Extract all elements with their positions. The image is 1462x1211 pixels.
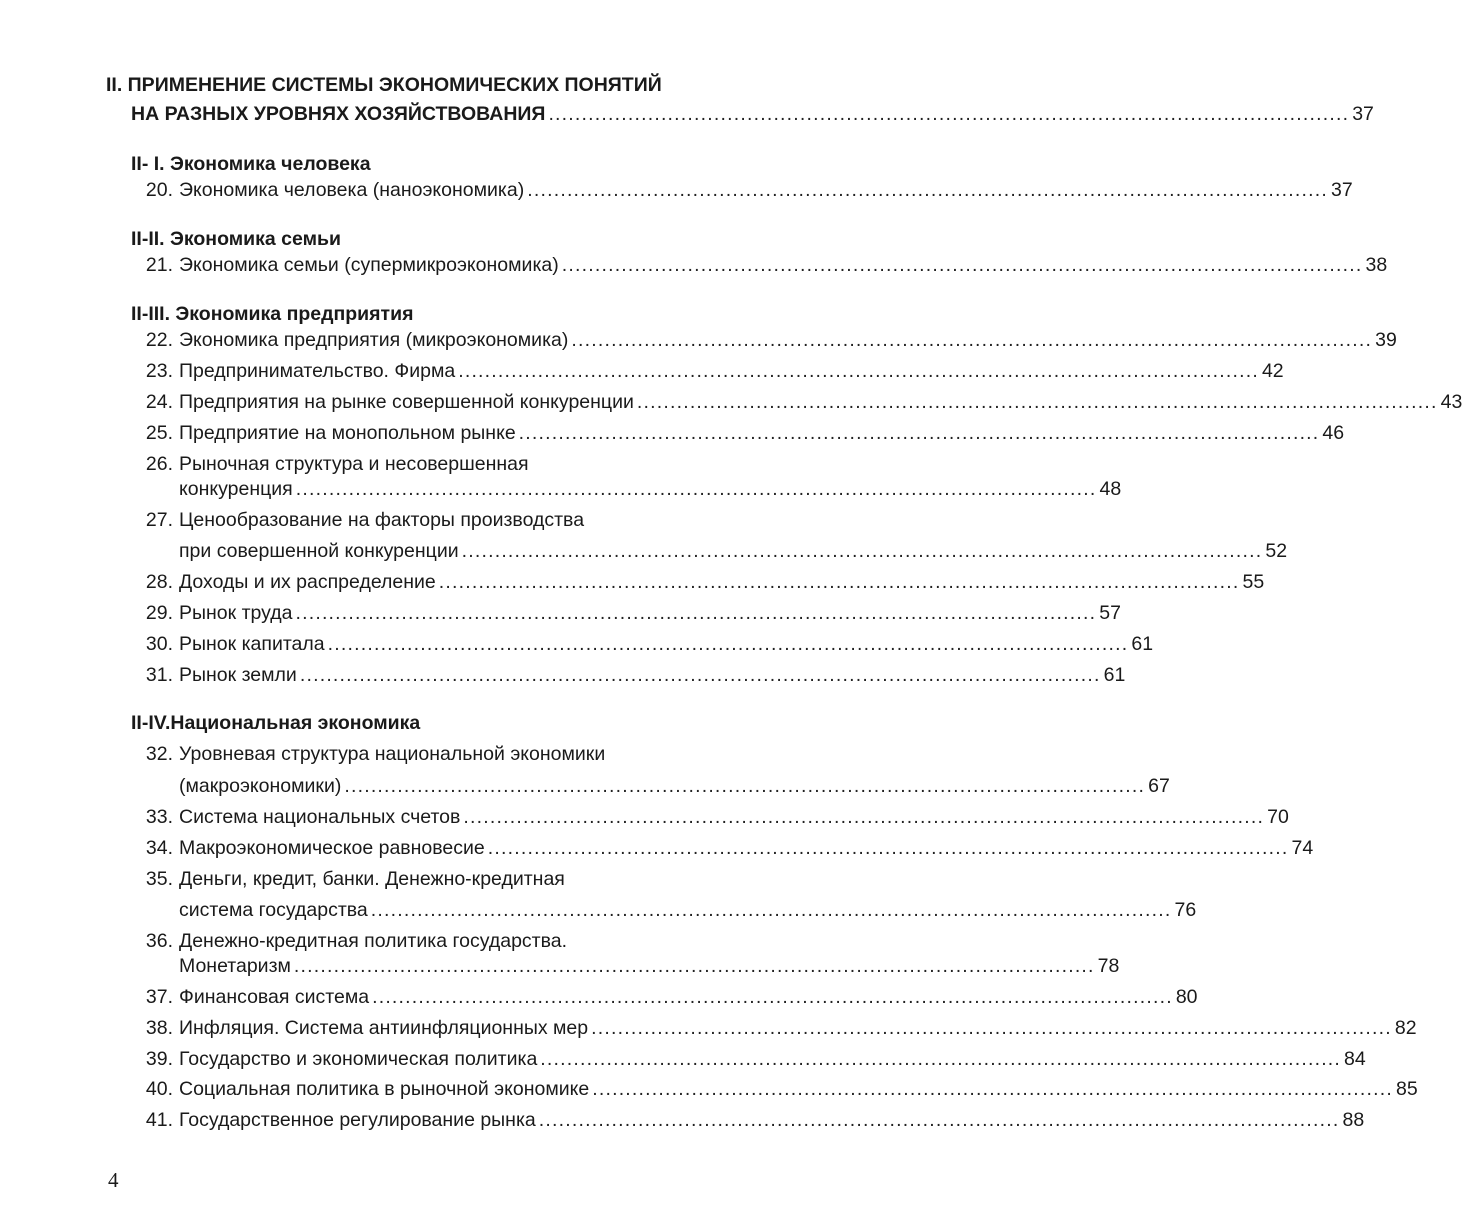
- entry-page-number: 52: [1265, 540, 1288, 562]
- toc-entry-continuation[interactable]: [0, 947, 1120, 978]
- toc-entry[interactable]: [0, 246, 1388, 277]
- leader-dots: .........................................................................................................................: [372, 986, 1173, 1008]
- entry-page-number: 42: [1261, 360, 1284, 382]
- entry-page-number: 55: [1242, 571, 1265, 593]
- leader-dots: .........................................................................................................................: [561, 254, 1363, 276]
- leader-dots: .........................................................................................................................: [518, 422, 1320, 444]
- entry-title: Экономика предприятия (микроэкономика): [179, 329, 569, 351]
- entry-title: Система национальных счетов: [179, 806, 461, 828]
- leader-dots: .........................................................................................................................: [299, 664, 1101, 686]
- section-title: II-IV.Национальная экономика: [131, 712, 421, 734]
- entry-number: 36.: [145, 930, 173, 952]
- leader-dots: .........................................................................................................................: [458, 360, 1259, 382]
- toc-entry[interactable]: [0, 501, 845, 532]
- entry-number: 33.: [145, 806, 173, 828]
- entry-number: 39.: [145, 1048, 173, 1070]
- entry-number: 28.: [145, 571, 173, 593]
- entry-number: 30.: [145, 633, 173, 655]
- leader-dots: .........................................................................................................................: [370, 899, 1172, 921]
- toc-entry[interactable]: [0, 414, 1345, 445]
- entry-number: 34.: [145, 837, 173, 859]
- entry-title: Ценообразование на факторы производства: [179, 509, 585, 531]
- toc-entry[interactable]: [0, 625, 1154, 656]
- part-heading-subtitle: НА РАЗНЫХ УРОВНЯХ ХОЗЯЙСТВОВАНИЯ: [131, 103, 546, 125]
- part-page-number: 37: [1352, 103, 1374, 125]
- entry-title: Предпринимательство. Фирма: [179, 360, 456, 382]
- entry-page-number: 43: [1440, 391, 1462, 413]
- entry-number: 31.: [145, 664, 173, 686]
- toc-entry[interactable]: [0, 1070, 1418, 1101]
- page-number: 4: [108, 1168, 119, 1192]
- entry-number: 22.: [145, 329, 173, 351]
- entry-page-number: 37: [1330, 179, 1353, 201]
- entry-number: 37.: [145, 986, 173, 1008]
- leader-dots: .........................................................................................................................: [295, 602, 1097, 624]
- part-heading-title: II. ПРИМЕНЕНИЕ СИСТЕМЫ ЭКОНОМИЧЕСКИХ ПОНЯТИЙ: [106, 74, 662, 96]
- entry-number: 32.: [145, 743, 173, 765]
- toc-entry[interactable]: [0, 735, 845, 766]
- section-title: II-II. Экономика семьи: [131, 228, 341, 250]
- leader-dots: .........................................................................................................................: [295, 478, 1097, 500]
- leader-dots: .........................................................................................................................: [636, 391, 1438, 413]
- leader-dots: .........................................................................................................................: [538, 1109, 1340, 1131]
- entry-page-number: 46: [1322, 422, 1345, 444]
- leader-dots: .........................................................................................................................: [461, 540, 1263, 562]
- entry-page-number: 76: [1174, 899, 1197, 921]
- entry-number: 23.: [145, 360, 173, 382]
- toc-entry[interactable]: [0, 798, 1289, 829]
- toc-entry[interactable]: [0, 1040, 1366, 1071]
- part-heading-line-1: [0, 66, 845, 97]
- leader-dots: .........................................................................................................................: [487, 837, 1289, 859]
- entry-title-continuation: система государства: [179, 899, 368, 921]
- leader-dots: .........................................................................................................................: [293, 955, 1095, 977]
- entry-page-number: 74: [1291, 837, 1314, 859]
- section-heading: [0, 704, 845, 735]
- entry-number: 38.: [145, 1017, 173, 1039]
- toc-entry[interactable]: [0, 171, 1353, 202]
- entry-number: 40.: [145, 1078, 173, 1100]
- entry-title: Уровневая структура национальной экономики: [179, 743, 606, 765]
- entry-title-continuation: (макроэкономики): [179, 775, 342, 797]
- entry-title: Денежно-кредитная политика государства.: [179, 930, 568, 952]
- entry-page-number: 88: [1342, 1109, 1365, 1131]
- toc-entry[interactable]: [0, 829, 1314, 860]
- toc-entry[interactable]: [0, 383, 1462, 414]
- toc-entry[interactable]: [0, 1009, 1417, 1040]
- leader-dots: .........................................................................................................................: [571, 329, 1373, 351]
- entry-page-number: 78: [1097, 955, 1120, 977]
- entry-page-number: 85: [1395, 1078, 1418, 1100]
- entry-title-continuation: конкуренция: [179, 478, 293, 500]
- toc-entry[interactable]: [0, 978, 1198, 1009]
- entry-page-number: 39: [1375, 329, 1397, 351]
- entry-page-number: 48: [1099, 478, 1122, 500]
- entry-title: Деньги, кредит, банки. Денежно-кредитная: [179, 868, 565, 890]
- entry-number: 24.: [145, 391, 173, 413]
- section-title: II-III. Экономика предприятия: [131, 303, 414, 325]
- toc-entry-continuation[interactable]: [0, 891, 1197, 922]
- entry-number: 21.: [145, 254, 173, 276]
- entry-title: Макроэкономическое равновесие: [179, 837, 485, 859]
- entry-title-continuation: при совершенной конкуренции: [179, 540, 459, 562]
- entry-title: Предприятие на монопольном рынке: [179, 422, 516, 444]
- entry-title: Социальная политика в рыночной экономике: [179, 1078, 590, 1100]
- leader-dots: .........................................................................................................................: [540, 1048, 1342, 1070]
- entry-title: Экономика человека (наноэкономика): [179, 179, 525, 201]
- entry-title: Рынок земли: [179, 664, 297, 686]
- entry-page-number: 70: [1267, 806, 1289, 828]
- entry-page-number: 82: [1394, 1017, 1417, 1039]
- entry-title: Предприятия на рынке совершенной конкуренции: [179, 391, 634, 413]
- entry-page-number: 61: [1103, 664, 1126, 686]
- entry-page-number: 67: [1148, 775, 1170, 797]
- entry-title: Финансовая система: [179, 986, 370, 1008]
- leader-dots: .........................................................................................................................: [463, 806, 1265, 828]
- toc-entry[interactable]: [0, 594, 1121, 625]
- entry-number: 35.: [145, 868, 173, 890]
- entry-title: Государственное регулирование рынка: [179, 1109, 536, 1131]
- entry-title-continuation: Монетаризм: [179, 955, 291, 977]
- entry-number: 20.: [145, 179, 173, 201]
- entry-number: 29.: [145, 602, 173, 624]
- toc-entry[interactable]: [0, 563, 1265, 594]
- leader-dots: .........................................................................................................................: [344, 775, 1146, 797]
- part-heading-line-2[interactable]: [0, 95, 1374, 126]
- entry-title: Доходы и их распределение: [179, 571, 436, 593]
- entry-title: Экономика семьи (супермикроэкономика): [179, 254, 559, 276]
- section-title: II- I. Экономика человека: [131, 153, 371, 175]
- entry-page-number: 61: [1131, 633, 1154, 655]
- entry-title: Государство и экономическая политика: [179, 1048, 538, 1070]
- entry-number: 27.: [145, 509, 173, 531]
- entry-page-number: 84: [1344, 1048, 1366, 1070]
- entry-title: Рынок капитала: [179, 633, 325, 655]
- entry-page-number: 38: [1365, 254, 1388, 276]
- leader-dots: .........................................................................................................................: [592, 1078, 1393, 1100]
- leader-dots: .........................................................................................................................: [527, 179, 1328, 201]
- toc-entry-continuation[interactable]: [0, 767, 1170, 798]
- leader-dots: .........................................................................................................................: [548, 103, 1350, 125]
- entry-number: 26.: [145, 453, 173, 475]
- toc-entry[interactable]: [0, 352, 1284, 383]
- toc-entry[interactable]: [0, 321, 1397, 352]
- entry-number: 41.: [145, 1109, 173, 1131]
- toc-entry-continuation[interactable]: [0, 532, 1288, 563]
- entry-page-number: 57: [1099, 602, 1121, 624]
- toc-entry[interactable]: [0, 860, 845, 891]
- entry-title: Рыночная структура и несовершенная: [179, 453, 529, 475]
- entry-title: Инфляция. Система антиинфляционных мер: [179, 1017, 589, 1039]
- leader-dots: .........................................................................................................................: [591, 1017, 1392, 1039]
- entry-number: 25.: [145, 422, 173, 444]
- leader-dots: .........................................................................................................................: [438, 571, 1240, 593]
- toc-entry-continuation[interactable]: [0, 470, 1122, 501]
- leader-dots: .........................................................................................................................: [327, 633, 1129, 655]
- entry-page-number: 80: [1175, 986, 1198, 1008]
- toc-entry[interactable]: [0, 1101, 1365, 1132]
- toc-entry[interactable]: [0, 656, 1126, 687]
- entry-title: Рынок труда: [179, 602, 293, 624]
